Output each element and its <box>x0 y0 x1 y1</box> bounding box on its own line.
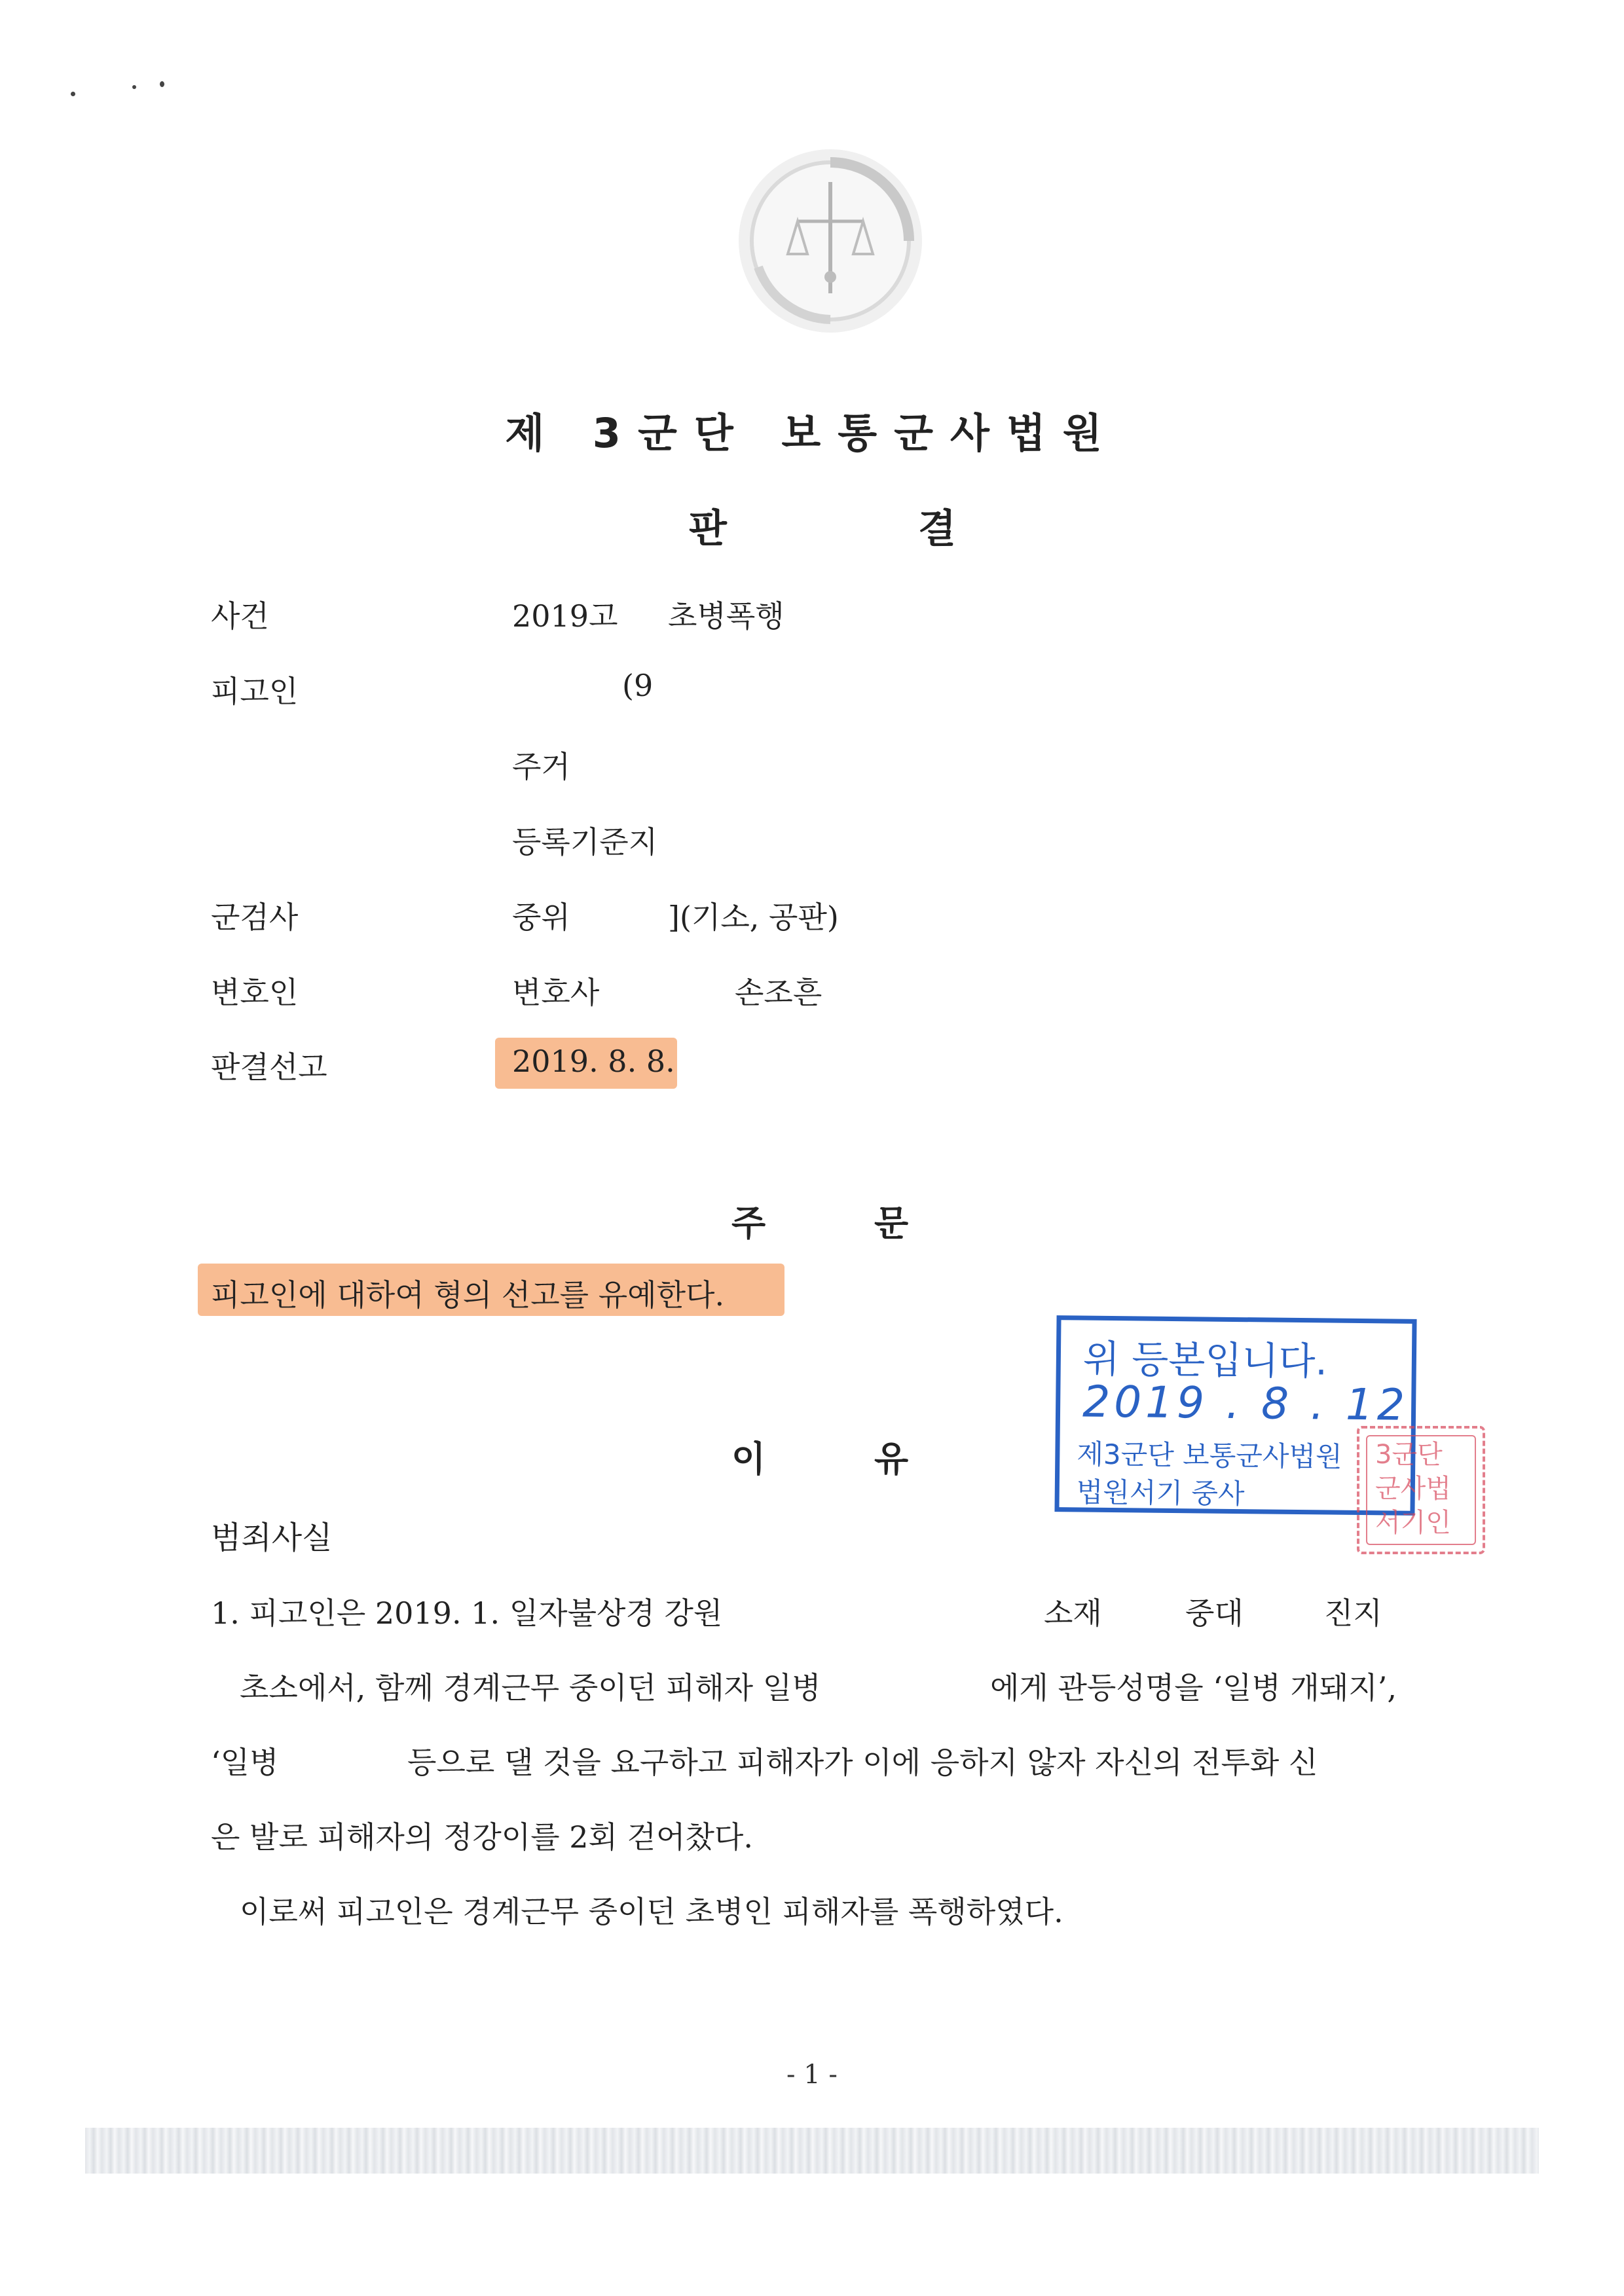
sentence-date-label: 판결선고 <box>211 1049 327 1085</box>
stamp-court: 제3군단 보통군사법원 <box>1077 1438 1342 1473</box>
facts-line2-a: 초소에서, 함께 경계근무 중이던 피해자 일병 <box>240 1670 821 1705</box>
ruling-text: 피고인에 대하여 형의 선고를 유예한다. <box>211 1277 725 1313</box>
facts-line1-a: 1. 피고인은 2019. 1. 일자불상경 강원 <box>211 1595 723 1631</box>
official-seal <box>1357 1426 1485 1554</box>
facts-heading: 범죄사실 <box>211 1520 333 1556</box>
facts-line1-b: 소재 <box>1044 1595 1102 1631</box>
stamp-date: 2019 . 8 . 12 <box>1082 1376 1409 1430</box>
ruling-title-right: 문 <box>874 1203 909 1244</box>
document-title-left: 판 <box>689 506 727 552</box>
facts-line2-b: 에게 관등성명을 ‘일병 개돼지’, <box>990 1670 1397 1705</box>
scan-speck <box>160 81 164 87</box>
sentence-date-value: 2019. 8. 8. <box>512 1044 675 1079</box>
scan-speck <box>71 92 75 96</box>
prosecutor-rank: 중위 <box>512 900 570 935</box>
document-title-right: 결 <box>918 506 956 552</box>
court-name: 제 3군단 보통군사법원 <box>505 409 1119 457</box>
facts-line5: 이로써 피고인은 경계근무 중이던 초병인 피해자를 폭행하였다. <box>240 1894 1063 1929</box>
reasons-title-right: 유 <box>874 1438 909 1480</box>
prosecutor-label: 군검사 <box>211 900 299 935</box>
stamp-line1: 위 등본입니다. <box>1082 1336 1328 1384</box>
facts-line1-d: 진지 <box>1324 1595 1382 1631</box>
facts-line3-b: 등으로 댈 것을 요구하고 피해자가 이에 응하지 않자 자신의 전투화 신 <box>407 1745 1318 1780</box>
reasons-title-left: 이 <box>731 1438 766 1480</box>
scan-artifact-bar <box>85 2128 1539 2174</box>
defendant-label: 피고인 <box>211 674 299 709</box>
address-label: 주거 <box>512 749 570 784</box>
facts-line3-a: ‘일병 <box>211 1745 279 1780</box>
seal-row3: 서기인 <box>1375 1508 1451 1538</box>
attorney-title: 변호사 <box>512 975 600 1010</box>
stamp-clerk: 법원서기 중사 <box>1076 1476 1245 1510</box>
case-label: 사건 <box>211 598 269 634</box>
seal-row2: 군사법 <box>1375 1474 1451 1504</box>
attorney-name: 손조흔 <box>735 975 822 1010</box>
page-number: - 1 - <box>786 2060 838 2090</box>
defendant-value: (9 <box>622 668 654 703</box>
facts-line1-c: 중대 <box>1185 1595 1244 1631</box>
case-number: 2019고 <box>512 598 618 634</box>
registry-label: 등록기준지 <box>512 824 658 860</box>
court-emblem-icon <box>732 143 929 339</box>
scan-speck <box>132 85 136 89</box>
attorney-label: 변호인 <box>211 975 299 1010</box>
seal-row1: 3군단 <box>1375 1440 1443 1470</box>
facts-line4: 은 발로 피해자의 정강이를 2회 걷어찼다. <box>211 1819 753 1855</box>
case-name: 초병폭행 <box>668 598 784 634</box>
prosecutor-role: ](기소, 공판) <box>668 900 839 935</box>
ruling-title-left: 주 <box>731 1203 766 1244</box>
